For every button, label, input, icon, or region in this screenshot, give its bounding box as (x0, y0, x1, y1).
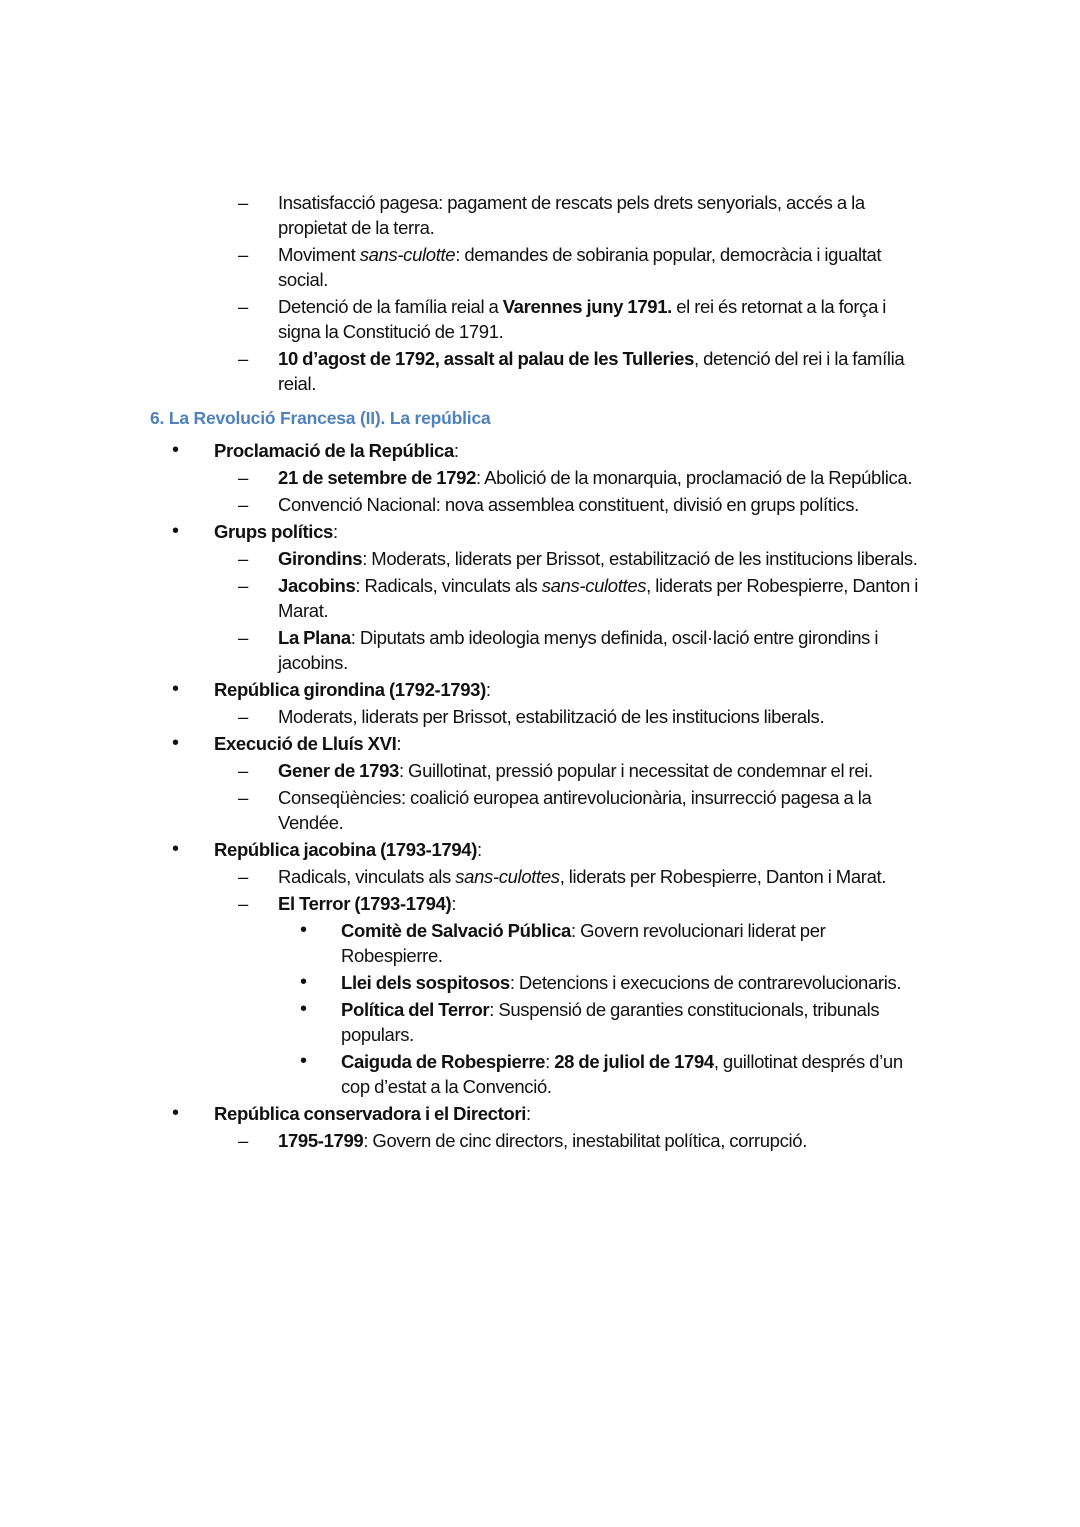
dash-marker-icon: – (238, 494, 248, 515)
text: : demandes de sobirania popular, democràcia i igualtat social. (278, 244, 882, 290)
bold-text: República conservadora i el Directori (214, 1103, 526, 1124)
bullet-list-item (150, 837, 914, 862)
bullet-list-item (150, 438, 914, 463)
italic-text: sans-culottes (455, 866, 560, 887)
text: : (332, 521, 338, 542)
sub-bullet-list-item (150, 1049, 911, 1099)
dash-list-item (150, 704, 924, 729)
bullet-list-item (150, 731, 914, 756)
bullet-marker-icon: • (172, 520, 179, 542)
text: Convenció Nacional: nova assemblea constituent, divisió en grups polítics. (278, 494, 859, 515)
bullet-marker-icon: • (300, 919, 307, 941)
text: : Detencions i execucions de contrarevolucionaris. (509, 972, 902, 993)
text: Moviment (278, 244, 360, 265)
bullet-marker-icon: • (172, 439, 179, 461)
text: Insatisfacció pagesa: pagament de rescats pels drets senyorials, accés a la propietat de la terra. (278, 192, 865, 238)
bold-text: Varennes juny 1791. (502, 296, 672, 317)
text: : (545, 1051, 555, 1072)
bold-text: República girondina (1792-1793) (214, 679, 486, 700)
bullet-marker-icon: • (172, 678, 179, 700)
bold-text: Execució de Lluís XVI (214, 733, 397, 754)
text: : Govern de cinc directors, inestabilitat política, corrupció. (363, 1130, 808, 1151)
dash-list-item (150, 785, 924, 835)
bold-text: 10 d’agost de 1792, assalt al palau de les Tulleries (278, 348, 695, 369)
dash-list-item (150, 546, 924, 571)
dash-marker-icon: – (238, 575, 248, 596)
text: : Abolició de la monarquia, proclamació de la República. (476, 467, 913, 488)
dash-list-item (150, 625, 924, 675)
sub-bullet-list-item (150, 997, 911, 1047)
bold-text: Proclamació de la República (214, 440, 454, 461)
text: , liderats per Robespierre, Danton i Marat. (559, 866, 887, 887)
italic-text: sans-culottes (541, 575, 647, 596)
bold-text: Jacobins (278, 575, 356, 596)
bold-text: Grups polítics (214, 521, 333, 542)
dash-list-item (150, 891, 924, 916)
bold-text: Gener de 1793 (278, 760, 399, 781)
text: Radicals, vinculats als (278, 866, 456, 887)
bullet-marker-icon: • (300, 1050, 307, 1072)
dash-marker-icon: – (238, 627, 248, 648)
dash-marker-icon: – (238, 348, 248, 369)
dash-marker-icon: – (238, 296, 248, 317)
bullet-marker-icon: • (172, 838, 179, 860)
text: Conseqüències: coalició europea antirevolucionària, insurrecció pagesa a la Vendée. (278, 787, 872, 833)
dash-list-item (150, 573, 924, 623)
dash-list-item (150, 1128, 924, 1153)
text: : (477, 839, 482, 860)
bold-text: 1795-1799 (278, 1130, 364, 1151)
sub-bullet-list-item (150, 918, 911, 968)
dash-list-item (150, 294, 924, 344)
dash-marker-icon: – (238, 760, 248, 781)
text: : Suspensió de garanties constitucionals, tribunals populars. (341, 999, 880, 1045)
text: : Govern revolucionari liderat per Robespierre. (341, 920, 826, 966)
bold-text: Girondins (278, 548, 363, 569)
text: : (451, 893, 457, 914)
bullet-marker-icon: • (172, 732, 179, 754)
bold-text: El Terror (1793-1794) (278, 893, 452, 914)
text: el rei és retornat a la força i signa la Constitució de 1791. (278, 296, 887, 342)
dash-marker-icon: – (238, 1130, 248, 1151)
dash-marker-icon: – (238, 787, 248, 808)
dash-list-item (150, 346, 924, 396)
text: Moderats, liderats per Brissot, estabilització de les institucions liberals. (278, 706, 825, 727)
text: , liderats per Robespierre, Danton i Marat. (278, 575, 918, 621)
dash-marker-icon: – (238, 866, 248, 887)
italic-text: sans-culotte (359, 244, 456, 265)
bullet-list-item (150, 677, 914, 702)
dash-list-item (150, 190, 924, 240)
dash-list-item (150, 864, 924, 889)
text: : Radicals, vinculats als (355, 575, 542, 596)
bullet-list-item (150, 519, 914, 544)
bold-text: Comitè de Salvació Pública (341, 920, 571, 941)
bullet-list-item (150, 1101, 914, 1126)
dash-list-item (150, 465, 924, 490)
sub-bullet-list-item (150, 970, 911, 995)
bold-text: Política del Terror (341, 999, 490, 1020)
text: : (526, 1103, 531, 1124)
text: : (396, 733, 402, 754)
text: : Diputats amb ideologia menys definida, oscil·lació entre girondins i jacobins. (278, 627, 879, 673)
dash-marker-icon: – (238, 548, 248, 569)
text: : Guillotinat, pressió popular i necessitat de condemnar el rei. (398, 760, 873, 781)
dash-marker-icon: – (238, 706, 248, 727)
bullet-marker-icon: • (300, 998, 307, 1020)
dash-marker-icon: – (238, 893, 248, 914)
bold-text: 21 de setembre de 1792 (278, 467, 477, 488)
bold-text: La Plana (278, 627, 351, 648)
dash-marker-icon: – (238, 244, 248, 265)
dash-list-item (150, 242, 924, 292)
dash-list-item (150, 758, 924, 783)
text: , detenció del rei i la família reial. (278, 348, 905, 394)
text: : (453, 440, 459, 461)
bold-text: 28 de juliol de 1794 (554, 1051, 714, 1072)
text: : Moderats, liderats per Brissot, estabilització de les institucions liberals. (362, 548, 918, 569)
text: : (485, 679, 491, 700)
dash-marker-icon: – (238, 192, 248, 213)
dash-marker-icon: – (238, 467, 248, 488)
section-heading: 6. La Revolució Francesa (II). La república (150, 408, 491, 428)
bold-text: Caiguda de Robespierre (341, 1051, 546, 1072)
bold-text: Llei dels sospitosos (341, 972, 510, 993)
text: Detenció de la família reial a (278, 296, 503, 317)
document-page (150, 190, 950, 1155)
text: , guillotinat després d’un cop d’estat a la Convenció. (341, 1051, 903, 1097)
bullet-marker-icon: • (300, 971, 307, 993)
bold-text: República jacobina (1793-1794) (214, 839, 478, 860)
bullet-marker-icon: • (172, 1102, 179, 1124)
dash-list-item (150, 492, 924, 517)
